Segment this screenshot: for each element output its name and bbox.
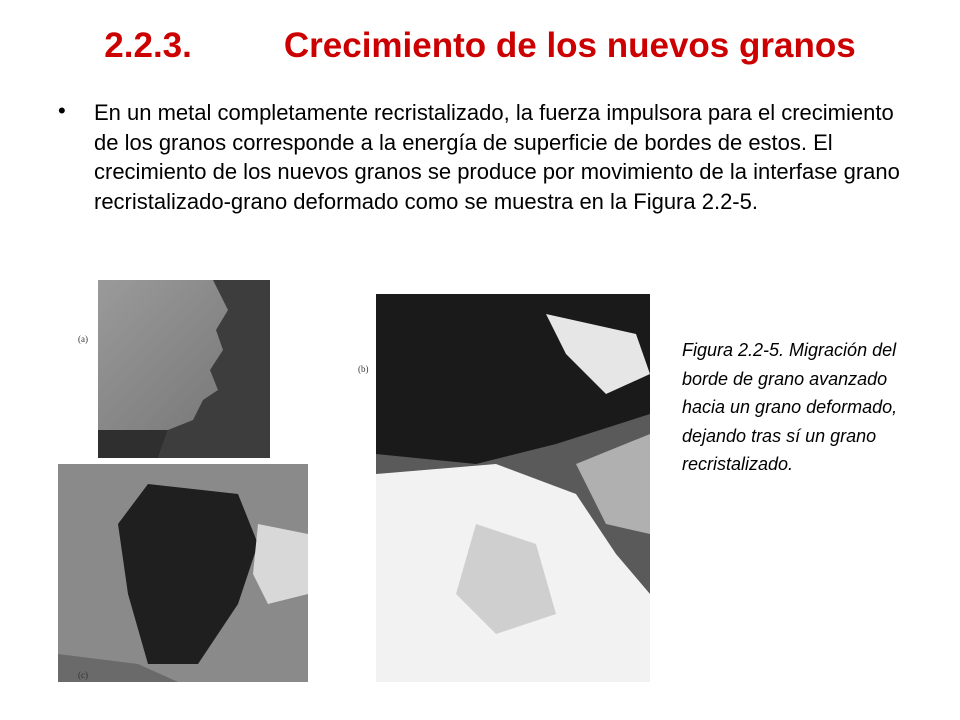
micrograph-panel-c bbox=[58, 464, 308, 682]
panel-a-label: (a) bbox=[78, 334, 88, 344]
bullet-icon: • bbox=[58, 98, 66, 123]
figure-caption: Figura 2.2-5. Migración del borde de grano avanzado hacia un grano deformado, dejando tras sí un grano recristalizado. bbox=[682, 340, 898, 474]
bullet-text: En un metal completamente recristalizado, la fuerza impulsora para el crecimiento de los granos corresponde a la energía de superficie de bordes de estos. El crecimiento de los nuevos granos se produce por movimiento de la interfase grano recristalizado-grano deformado como se muestra en la Figura 2.2-5. bbox=[94, 100, 900, 214]
slide-title bbox=[0, 26, 960, 66]
micrograph-figure bbox=[40, 268, 658, 688]
micrograph-panel-a bbox=[98, 280, 270, 458]
title-number: 2.2.3. bbox=[104, 26, 192, 65]
panel-c-label: (c) bbox=[78, 670, 88, 680]
panel-b-label: (b) bbox=[358, 364, 369, 374]
micrograph-panel-b bbox=[376, 294, 650, 682]
title-text: Crecimiento de los nuevos granos bbox=[283, 26, 856, 65]
